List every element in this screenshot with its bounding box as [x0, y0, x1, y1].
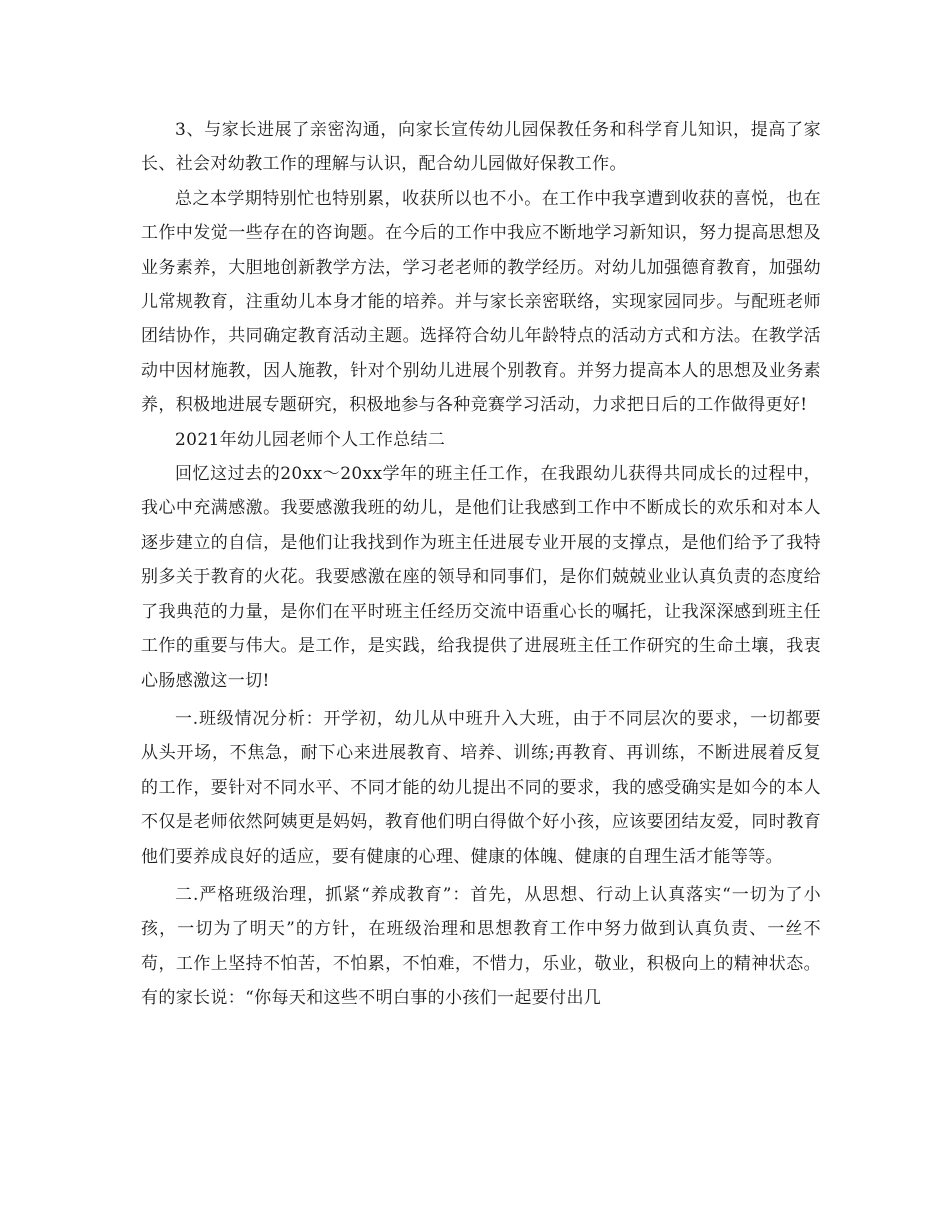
- paragraph-parent-communication: 3、与家长进展了亲密沟通，向家长宣传幼儿园保教任务和科学育儿知识，提高了家长、社会对幼教工作的理解与认识，配合幼儿园做好保教工作。: [141, 120, 821, 175]
- paragraph-class-management: 二.严格班级治理，抓紧“养成教育”：首先，从思想、行动上认真落实“一切为了小孩，一切为了明天”的方针，在班级治理和思想教育工作中努力做到认真负责、一丝不苟，工作上坚持不怕苦，不怕累，不怕难，不惜力，乐业，敬业，积极向上的精神状态。有的家长说：“你每天和这些不明白事的小孩们一起要付出几: [141, 884, 821, 1009]
- paragraph-gratitude: 回忆这过去的20xx～20xx学年的班主任工作，在我跟幼儿获得共同成长的过程中，我心中充满感激。我要感激我班的幼儿，是他们让我感到工作中不断成长的欢乐和对本人逐步建立的自信，是他们让我找到作为班主任进展专业开展的支撑点，是他们给予了我特别多关于教育的火花。我要感激在座的领导和同事们，是你们兢兢业业认真负责的态度给了我典范的力量，是你们在平时班主任经历交流中语重心长的嘱托，让我深深感到班主任工作的重要与伟大。是工作，是实践，给我提供了进展班主任工作研究的生命土壤，我衷心肠感激这一切!: [141, 464, 821, 691]
- paragraph-semester-summary: 总之本学期特别忙也特别累，收获所以也不小。在工作中我享遭到收获的喜悦，也在工作中发觉一些存在的咨询题。在今后的工作中我应不断地学习新知识，努力提高思想及业务素养，大胆地创新教学方法，学习老老师的教学经历。对幼儿加强德育教育，加强幼儿常规教育，注重幼儿本身才能的培养。并与家长亲密联络，实现家园同步。与配班老师团结协作，共同确定教育活动主题。选择符合幼儿年龄特点的活动方式和方法。在教学活动中因材施教，因人施教，针对个别幼儿进展个别教育。并努力提高本人的思想及业务素养，积极地进展专题研究，积极地参与各种竞赛学习活动，力求把日后的工作做得更好!: [141, 188, 821, 416]
- document-body: [141, 113, 821, 1016]
- section-heading-summary-two: 2021年幼儿园老师个人工作总结二: [175, 429, 446, 450]
- paragraph-class-analysis: 一.班级情况分析：开学初，幼儿从中班升入大班，由于不同层次的要求，一切都要从头开场，不焦急，耐下心来进展教育、培养、训练;再教育、再训练，不断进展着反复的工作，要针对不同水平、不同才能的幼儿提出不同的要求，我的感受确实是如今的本人不仅是老师依然阿姨更是妈妈，教育他们明白得做个好小孩，应该要团结友爱，同时教育他们要养成良好的适应，要有健康的心理、健康的体魄、健康的自理生活才能等等。: [141, 708, 821, 867]
